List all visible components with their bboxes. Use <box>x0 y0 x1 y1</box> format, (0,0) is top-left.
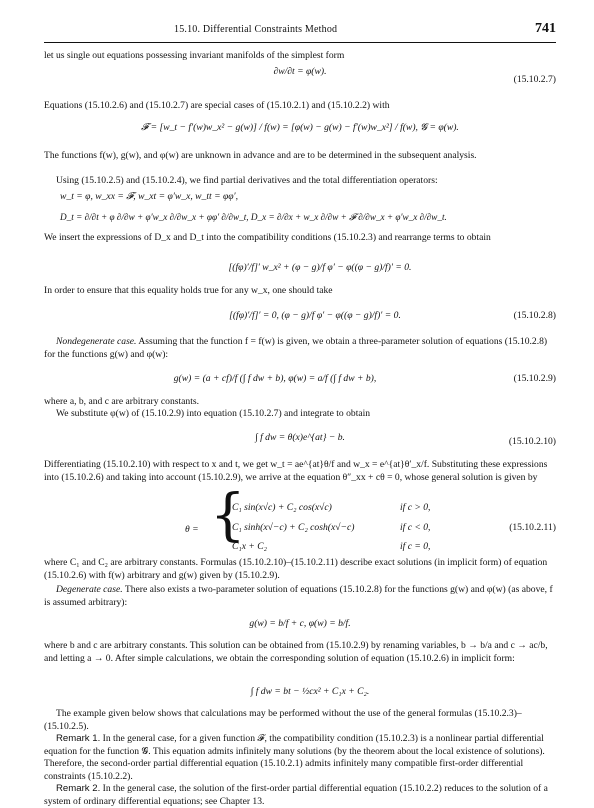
paragraph-9: We substitute φ(w) of (15.10.2.9) into equation (15.10.2.7) and integrate to obtain <box>56 408 371 419</box>
equation-number: (15.10.2.11) <box>509 522 556 533</box>
equation-number: (15.10.2.8) <box>513 310 556 321</box>
equation-number: (15.10.2.9) <box>513 373 556 384</box>
paragraph-8: where a, b, and c are arbitrary constants. <box>44 396 200 407</box>
case-2-condition: if c < 0, <box>400 522 431 533</box>
running-header <box>44 20 556 43</box>
nondegenerate-label: Nondegenerate case. <box>56 336 137 347</box>
paragraph-7-body: Assuming that the function f = f(w) is given, we obtain a three-parameter solution of equations (15.10.2.8) for the functions g(w) and φ(w): <box>44 336 548 360</box>
equation-15-10-2-7: ∂w/∂t = φ(w). <box>273 66 327 77</box>
case-1: C₁ sin(x√c) + C₂ cos(x√c) <box>232 502 332 513</box>
paragraph-7 <box>44 336 556 361</box>
paragraph-11: where C₁ and C₂ are arbitrary constants. Formulas (15.10.2.10)–(15.10.2.11) describe exact solutions (in implicit form) of equation (15.10.2.6) with f(w) arbitrary and g(w) given by (15.10.2.9). <box>44 557 548 581</box>
paragraph-10: Differentiating (15.10.2.10) with respect to x and t, we get w_t = ae^{at}θ/f and w_x = e^{at}θ′_x/f. Substituting these expressions into (15.10.2.6) and taking into account (15.10.2.9), we arrive at the equation θ″_xx + cθ = 0, whose general solution is given by <box>44 459 548 483</box>
case-3: C₁x + C₂ <box>232 541 267 552</box>
paragraph-3: The functions f(w), g(w), and φ(w) are unknown in advance and are to be determined in the subsequent analysis. <box>44 150 477 161</box>
equation-number: (15.10.2.7) <box>513 74 556 85</box>
degenerate-label: Degenerate case. <box>56 584 123 595</box>
paragraph-5: We insert the expressions of D_x and D_t into the compatibility conditions (15.10.2.3) and rearrange terms to obtain <box>44 232 491 243</box>
equation-implicit: ∫ f dw = bt − ½cx² + C₁x + C₂. <box>250 686 370 697</box>
equation-15-10-2-8: [(fφ)′/f]′ = 0, (φ − g)/f φ′ − φ((φ − g)/f)′ = 0. <box>229 310 401 321</box>
paragraph-13: where b and c are arbitrary constants. This solution can be obtained from (15.10.2.9) by renaming variables, b → b/a and c → ac/b, and letting a → 0. After simple calculations, we obtain the corresponding solution of equation (15.10.2.6) in implicit form: <box>44 640 548 664</box>
equation-15-10-2-9: g(w) = (a + cf)/f (∫ f dw + b), φ(w) = a/f (∫ f dw + b), <box>173 373 377 384</box>
equation-derivatives: w_t = φ, w_xx = 𝓕, w_xt = φ′w_x, w_tt = φφ′, <box>60 191 239 202</box>
theta-label: θ = <box>185 524 199 535</box>
case-1-condition: if c > 0, <box>400 502 431 513</box>
page-number: 741 <box>535 21 556 36</box>
paragraph-1: let us single out equations possessing invariant manifolds of the simplest form <box>44 50 345 61</box>
cases-brace: { <box>210 483 246 548</box>
equation-15-10-2-10: ∫ f dw = θ(x)e^{at} − b. <box>255 432 345 443</box>
remark-1-body: In the general case, for a given function 𝓕, the compatibility condition (15.10.2.3) is a nonlinear partial differential equation for the function 𝓖. This equation admits infinitely many solutions (by the theorem about the local existence of solutions). Therefore, the second-order partial differential equation (15.10.2.1) admits infinitely many compatible first-order differential constraints (15.10.2.2). <box>44 733 545 782</box>
remark-2-body: In the general case, the solution of the first-order partial differential equation (15.10.2.2) reduces to the solution of a system of ordinary differential equations; see Chapter 13. <box>44 783 548 807</box>
remark-2-label: Remark 2. <box>56 783 101 794</box>
equation-operators: D_t = ∂/∂t + φ ∂/∂w + φ′w_x ∂/∂w_x + φφ′ ∂/∂w_t, D_x = ∂/∂x + w_x ∂/∂w + 𝓕 ∂/∂w_x + φ′w_x ∂/∂w_t. <box>60 212 447 222</box>
paragraph-12 <box>44 584 556 609</box>
equation-degenerate: g(w) = b/f + c, φ(w) = b/f. <box>249 618 351 629</box>
case-2: C₁ sinh(x√−c) + C₂ cosh(x√−c) <box>232 522 355 533</box>
case-3-condition: if c = 0, <box>400 541 431 552</box>
section-title: 15.10. Differential Constraints Method <box>174 24 338 35</box>
remark-2 <box>44 783 556 807</box>
remark-1-label: Remark 1. <box>56 733 101 744</box>
remark-1 <box>44 733 556 783</box>
paragraph-12-body: There also exists a two-parameter solution of equations (15.10.2.8) for the functions g(w) and φ(w) (as above, f is assumed arbitrary): <box>44 584 553 608</box>
equation-F-G: 𝓕 = [w_t − f′(w)w_x² − g(w)] / f(w) = [φ(w) − g(w) − f′(w)w_x²] / f(w), 𝓖 = φ(w). <box>141 122 459 133</box>
paragraph-14: The example given below shows that calculations may be performed without the use of the general formulas (15.10.2.3)–(15.10.2.5). <box>44 708 522 732</box>
equation-compatibility: [(fφ)′/f]′ w_x² + (φ − g)/f φ′ − φ((φ − g)/f)′ = 0. <box>228 262 412 273</box>
paragraph-2: Equations (15.10.2.6) and (15.10.2.7) are special cases of (15.10.2.1) and (15.10.2.2) with <box>44 100 390 111</box>
paragraph-4: Using (15.10.2.5) and (15.10.2.4), we find partial derivatives and the total differentiation operators: <box>56 175 438 186</box>
paragraph-6: In order to ensure that this equality holds true for any w_x, one should take <box>44 285 333 296</box>
equation-number: (15.10.2.10) <box>508 436 556 447</box>
